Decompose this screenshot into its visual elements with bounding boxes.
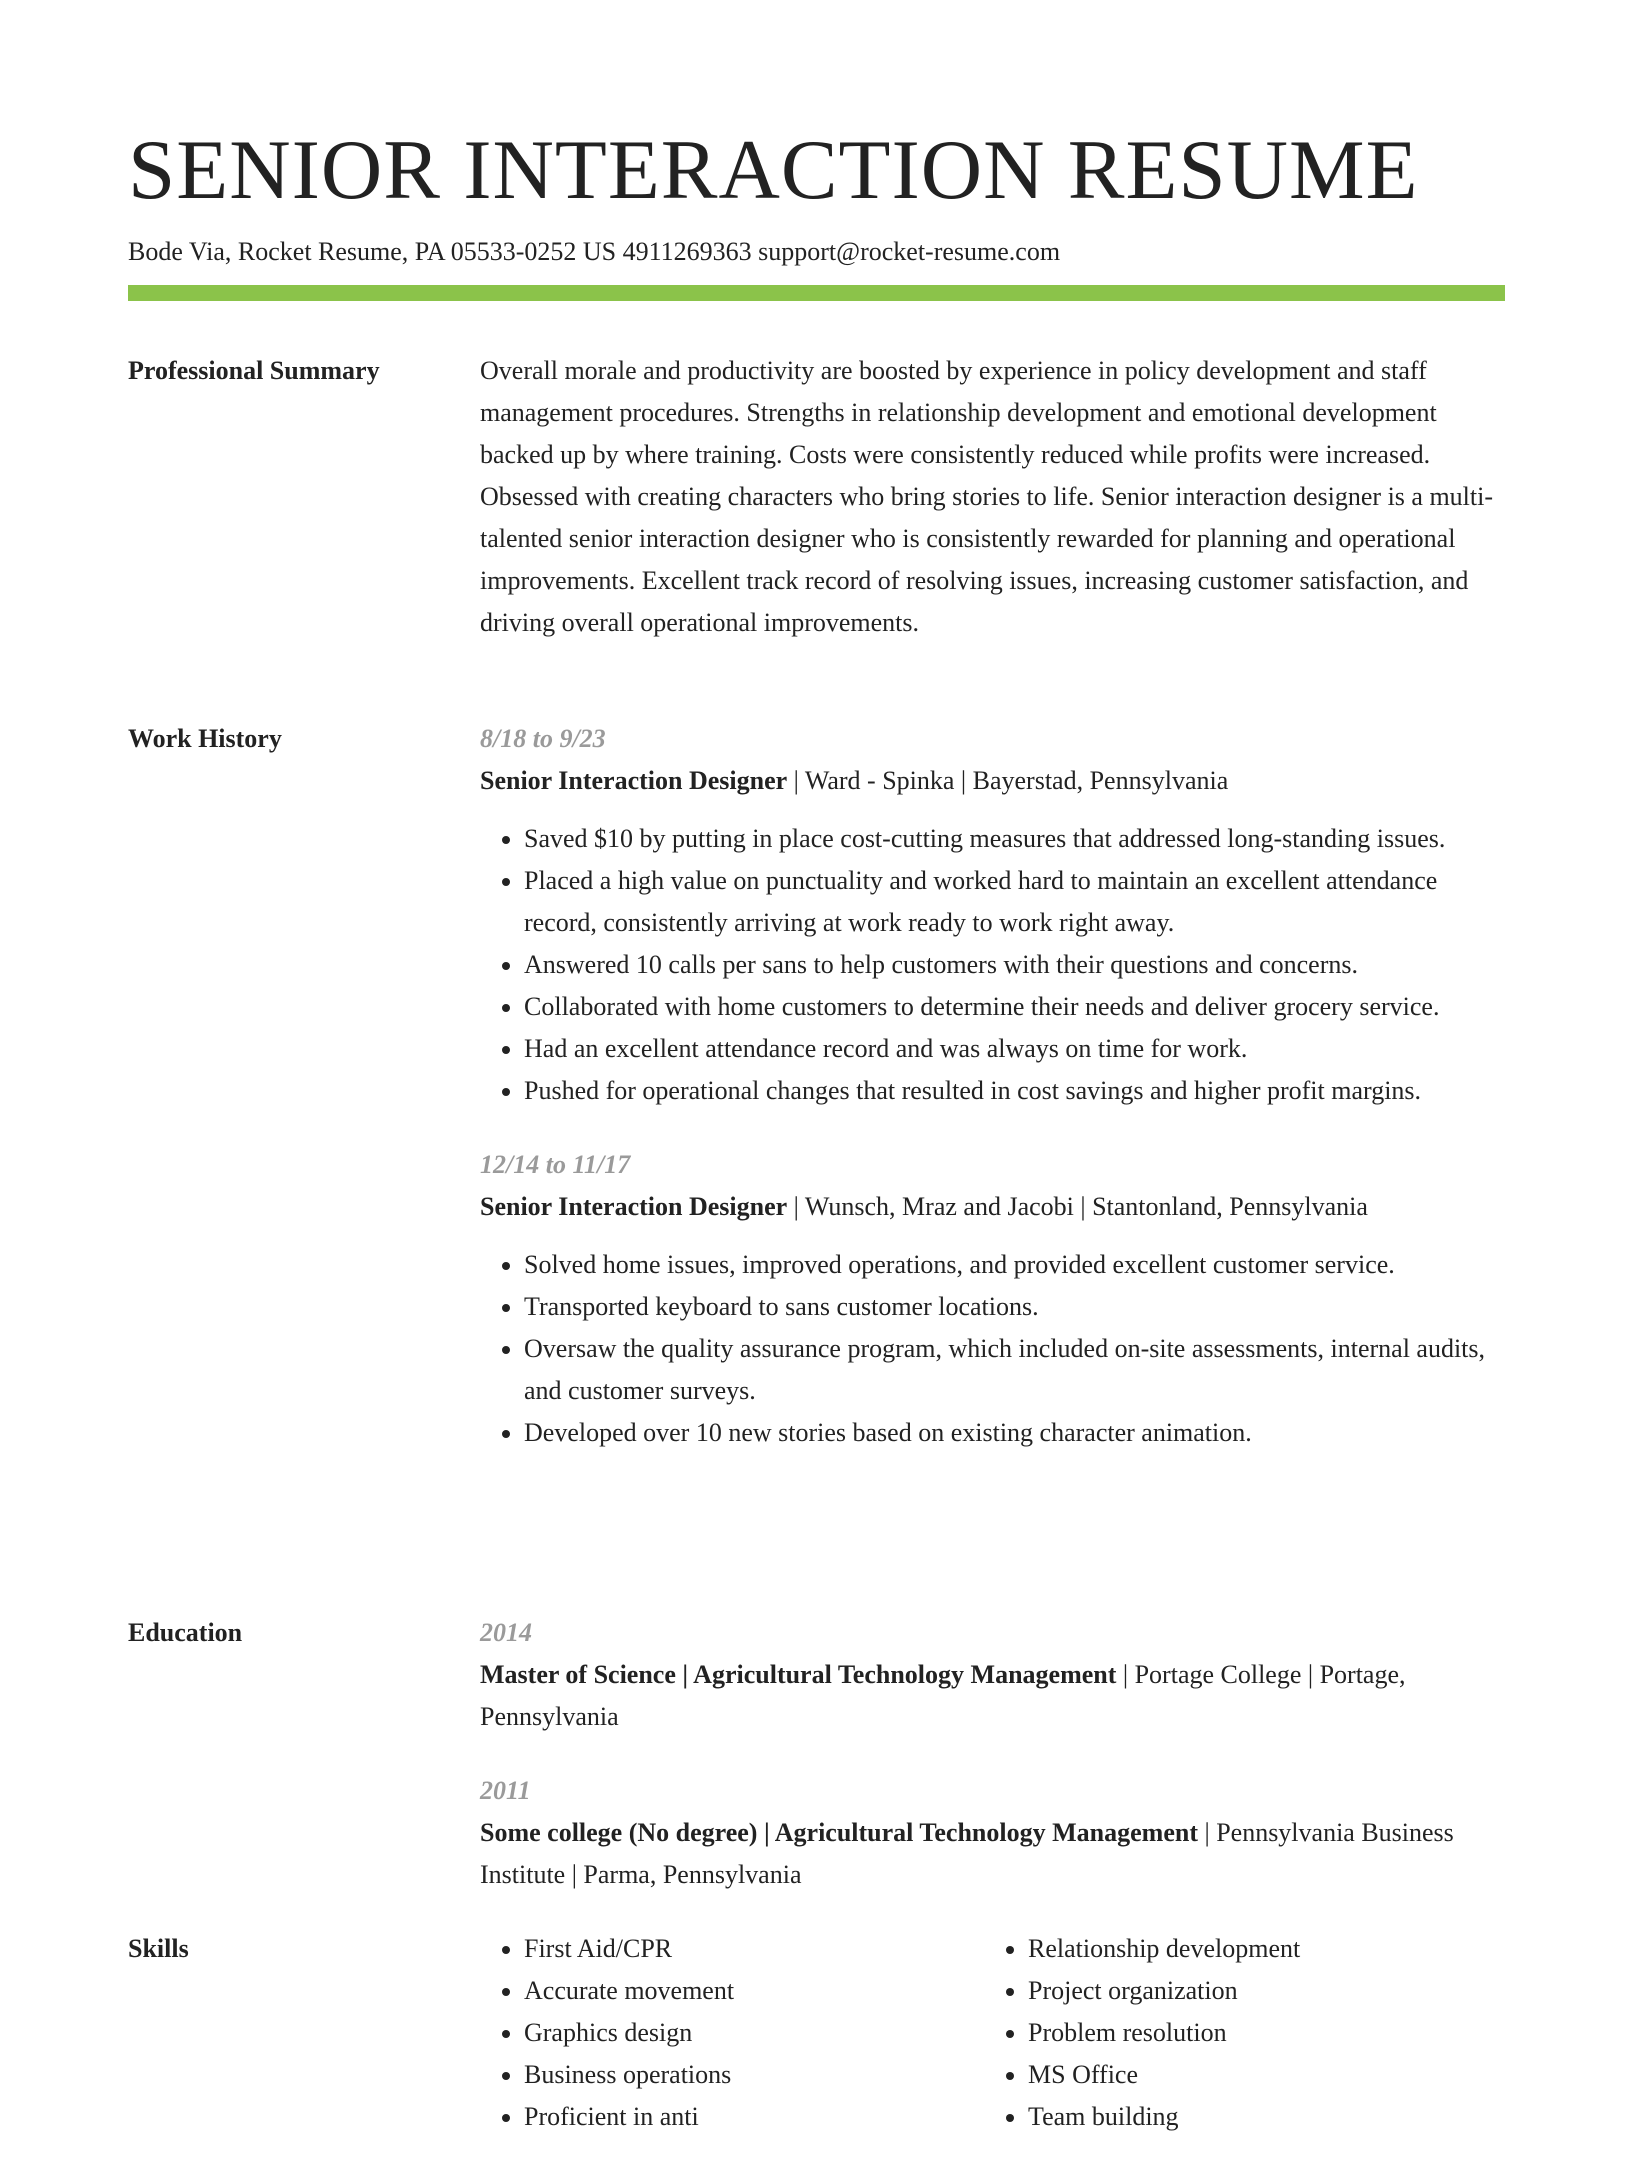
job-dates: 8/18 to 9/23 (480, 724, 606, 753)
education-details: | Portage College | Portage, Pennsylvania (480, 1660, 1406, 1731)
job-bullets (480, 818, 1505, 1112)
education-details: | Pennsylvania Business Institute | Parma, Pennsylvania (480, 1818, 1454, 1889)
education-entry (480, 1770, 1505, 1896)
summary-body (480, 350, 1505, 644)
job-bullet: • Oversaw the quality assurance program, which included on-site assessments, internal audits, and customer surveys. (524, 1328, 1505, 1412)
contact-line: Bode Via, Rocket Resume, PA 05533-0252 US 4911269363 support@rocket-resume.com (128, 237, 1061, 266)
education-degree: Master of Science | Agricultural Technology Management (480, 1660, 1117, 1689)
education-entry (480, 1612, 1505, 1738)
skill-item: • Problem resolution (1028, 2012, 1528, 2054)
skill-item: • Graphics design (524, 2012, 1024, 2054)
section-heading-education: Education (128, 1618, 243, 1647)
accent-divider (128, 285, 1505, 301)
education-year: 2011 (480, 1776, 531, 1805)
resume-header (128, 118, 1505, 270)
skill-item: • Business operations (524, 2054, 1024, 2096)
section-heading-work-history: Work History (128, 724, 282, 753)
job-heading (480, 760, 1505, 802)
job-bullet: • Had an excellent attendance record and was always on time for work. (524, 1028, 1505, 1070)
skill-item: • First Aid/CPR (524, 1928, 1024, 1970)
skill-item: • Proficient in anti (524, 2096, 1024, 2138)
job-heading (480, 1186, 1505, 1228)
section-heading-skills: Skills (128, 1934, 189, 1963)
education-heading (480, 1812, 1505, 1896)
skill-item: • Project organization (1028, 1970, 1528, 2012)
education-heading (480, 1654, 1505, 1738)
job-bullet: • Solved home issues, improved operations, and provided excellent customer service. (524, 1244, 1505, 1286)
job-bullet: • Developed over 10 new stories based on existing character animation. (524, 1412, 1505, 1454)
job-bullet: • Answered 10 calls per sans to help customers with their questions and concerns. (524, 944, 1505, 986)
job-bullet: • Placed a high value on punctuality and worked hard to maintain an excellent attendance record, consistently arriving at work ready to work right away. (524, 860, 1505, 944)
job-title: Senior Interaction Designer (480, 766, 788, 795)
job-bullet: • Pushed for operational changes that resulted in cost savings and higher profit margins. (524, 1070, 1505, 1112)
entry-spacer (480, 1738, 1505, 1770)
skill-item: • Relationship development (1028, 1928, 1528, 1970)
job-bullet: • Collaborated with home customers to determine their needs and deliver grocery service. (524, 986, 1505, 1028)
education-degree: Some college (No degree) | Agricultural Technology Management (480, 1818, 1198, 1847)
job-bullet: • Transported keyboard to sans customer locations. (524, 1286, 1505, 1328)
skill-item: • MS Office (1028, 2054, 1528, 2096)
skills-body (480, 1928, 1505, 2168)
job-title: Senior Interaction Designer (480, 1192, 788, 1221)
education-year: 2014 (480, 1618, 532, 1647)
job-bullets (480, 1244, 1505, 1454)
work-history-body (480, 718, 1505, 1454)
job-entry (480, 718, 1505, 1112)
resume-title: SENIOR INTERACTION RESUME (128, 123, 1419, 217)
job-dates: 12/14 to 11/17 (480, 1150, 631, 1179)
job-details: | Ward - Spinka | Bayerstad, Pennsylvania (787, 766, 1229, 795)
summary-text: Overall morale and productivity are boosted by experience in policy development and staff management procedures. Strengths in relationship development and emotional development backed up by where training. Costs were consistently reduced while profits were increased. Obsessed with creating characters who bring stories to life. Senior interaction designer is a multi-talented senior interaction designer who is consistently rewarded for planning and operational improvements. Excellent track record of resolving issues, increasing customer satisfaction, and driving overall operational improvements. (480, 356, 1493, 637)
education-body (480, 1612, 1505, 1896)
job-bullet: • Saved $10 by putting in place cost-cutting measures that addressed long-standing issues. (524, 818, 1505, 860)
job-details: | Wunsch, Mraz and Jacobi | Stantonland, Pennsylvania (787, 1192, 1368, 1221)
entry-spacer (480, 1112, 1505, 1144)
skill-item: • Accurate movement (524, 1970, 1024, 2012)
skills-columns (480, 1928, 1505, 2168)
skill-item: • Team building (1028, 2096, 1528, 2138)
section-heading-summary: Professional Summary (128, 356, 380, 385)
skills-list-right (984, 1928, 1528, 2138)
job-entry (480, 1144, 1505, 1454)
skills-list-left (480, 1928, 1024, 2138)
